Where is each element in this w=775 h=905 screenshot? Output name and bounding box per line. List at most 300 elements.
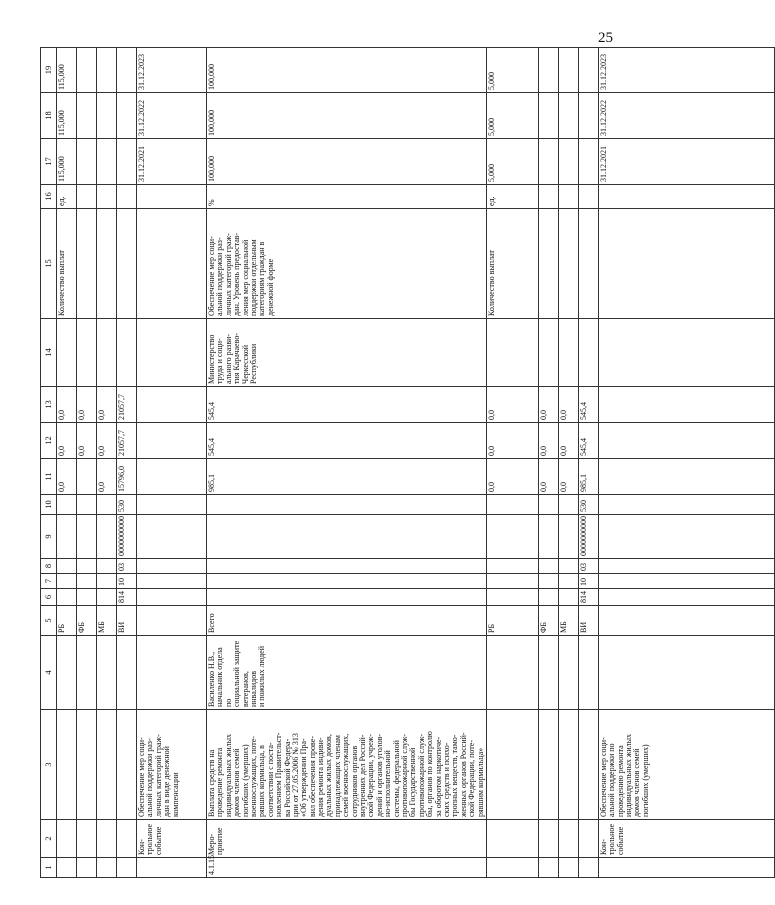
- cell-text: 530: [117, 500, 126, 512]
- table-cell: [207, 423, 487, 459]
- column-number-cell: [41, 710, 57, 820]
- cell-text: 4.1.15: [207, 855, 216, 875]
- table-cell: [97, 636, 117, 710]
- cell-text: 10: [117, 578, 126, 586]
- table-cell: [97, 423, 117, 459]
- table-cell: [117, 209, 137, 319]
- table-cell: [77, 139, 97, 185]
- table-body: [41, 48, 775, 878]
- table-cell: [117, 515, 137, 559]
- table-cell: [598, 93, 774, 139]
- table-cell: [57, 574, 77, 589]
- table-cell: [77, 423, 97, 459]
- table-cell: [558, 48, 578, 93]
- cell-text: 31.12.2022: [137, 100, 146, 136]
- cell-text: 0,0: [97, 482, 106, 492]
- table-cell: [57, 515, 77, 559]
- table-cell: [578, 93, 598, 139]
- table-cell: [486, 589, 538, 606]
- cell-text: 03: [578, 563, 588, 571]
- table-cell: [538, 636, 558, 710]
- table-cell: [558, 459, 578, 495]
- table-cell: [117, 858, 137, 878]
- cell-text: 18: [43, 111, 54, 120]
- table-cell: [598, 589, 774, 606]
- table-cell: [207, 139, 487, 185]
- cell-text: 15: [43, 259, 54, 268]
- table-cell: [578, 636, 598, 710]
- cell-text: ед.: [486, 196, 496, 206]
- cell-text: 8: [43, 563, 54, 569]
- table-cell: [77, 387, 97, 423]
- table-cell: [578, 209, 598, 319]
- table-cell: [97, 515, 117, 559]
- table-cell: [207, 515, 487, 559]
- cell-text: 100,000: [207, 110, 216, 136]
- table-cell: [538, 459, 558, 495]
- table-cell: [117, 139, 137, 185]
- table-cell: [137, 515, 207, 559]
- cell-text: 0,0: [486, 482, 496, 492]
- cell-text: 100,000: [207, 156, 216, 182]
- table-cell: [558, 139, 578, 185]
- column-number-cell: [41, 858, 57, 878]
- table-cell: [538, 139, 558, 185]
- cell-text: 7: [43, 578, 54, 584]
- cell-text: 21057,7: [117, 430, 126, 456]
- cell-text: Количество выплат: [57, 250, 66, 316]
- table-cell: [486, 559, 538, 574]
- table-cell: [598, 495, 774, 515]
- table-cell: [97, 48, 117, 93]
- cell-text: 21057,7: [117, 394, 126, 420]
- table-cell: [137, 387, 207, 423]
- table-cell: [538, 820, 558, 858]
- table-cell: [598, 559, 774, 574]
- table-row: [97, 48, 117, 878]
- table-cell: [558, 606, 578, 636]
- table-cell: [598, 636, 774, 710]
- table-cell: [486, 319, 538, 387]
- table-cell: [558, 209, 578, 319]
- table-row: [207, 48, 487, 878]
- table-cell: [207, 710, 487, 820]
- cell-text: Министерство труда и соци- ального разви- тия Карачаево- Черкесской Республики: [207, 333, 258, 384]
- table-cell: [558, 423, 578, 459]
- table-cell: [486, 139, 538, 185]
- table-cell: [207, 589, 487, 606]
- column-number-cell: [41, 495, 57, 515]
- cell-text: Кон- трольное событие: [598, 823, 625, 855]
- page-number: 25: [598, 30, 613, 46]
- cell-text: 1: [43, 865, 54, 870]
- table-cell: [57, 858, 77, 878]
- table-cell: [97, 387, 117, 423]
- table-cell: [486, 495, 538, 515]
- table-cell: [486, 515, 538, 559]
- table-cell: [578, 515, 598, 559]
- table-row: [598, 48, 774, 878]
- table-cell: [207, 459, 487, 495]
- rotated-table-container: [40, 48, 650, 878]
- table-cell: [538, 606, 558, 636]
- column-number-cell: [41, 589, 57, 606]
- table-cell: [117, 636, 137, 710]
- table-cell: [598, 185, 774, 209]
- table-cell: [207, 387, 487, 423]
- table-cell: [117, 319, 137, 387]
- table-cell: [578, 423, 598, 459]
- table-cell: [77, 559, 97, 574]
- table-cell: [558, 636, 578, 710]
- cell-text: 13: [43, 400, 54, 409]
- column-number-cell: [41, 93, 57, 139]
- table-cell: [57, 48, 77, 93]
- table-cell: [57, 93, 77, 139]
- table-cell: [598, 387, 774, 423]
- table-cell: [207, 185, 487, 209]
- table-cell: [57, 209, 77, 319]
- cell-text: 12: [43, 436, 54, 445]
- cell-text: 11: [43, 472, 54, 481]
- table-cell: [97, 820, 117, 858]
- table-cell: [117, 710, 137, 820]
- table-cell: [558, 495, 578, 515]
- table-cell: [137, 858, 207, 878]
- column-number-cell: [41, 820, 57, 858]
- cell-text: 0000000000: [117, 516, 126, 556]
- table-cell: [57, 820, 77, 858]
- cell-text: 6: [43, 594, 54, 600]
- cell-text: 31.12.2023: [137, 54, 146, 90]
- table-cell: [97, 459, 117, 495]
- table-cell: [77, 606, 97, 636]
- cell-text: 4: [43, 670, 54, 675]
- cell-text: %: [207, 199, 216, 206]
- table-cell: [117, 606, 137, 636]
- table-cell: [486, 636, 538, 710]
- table-cell: [57, 606, 77, 636]
- table-cell: [117, 387, 137, 423]
- table-row: [77, 48, 97, 878]
- cell-text: 31.12.2021: [137, 146, 146, 182]
- table-cell: [207, 855, 487, 878]
- cell-text: 9: [43, 534, 54, 539]
- table-cell: [77, 820, 97, 858]
- table-cell: [117, 820, 137, 858]
- cell-text: Меро- приятие: [207, 827, 225, 855]
- cell-text: 0,0: [97, 446, 106, 456]
- cell-text: 100,000: [207, 64, 216, 90]
- table-cell: [77, 589, 97, 606]
- table-cell: [538, 495, 558, 515]
- table-cell: [77, 209, 97, 319]
- table-cell: [578, 559, 598, 574]
- cell-text: 5,000: [486, 72, 496, 90]
- table-cell: [137, 495, 207, 515]
- table-cell: [538, 858, 558, 878]
- table-cell: [578, 139, 598, 185]
- table-cell: [137, 606, 207, 636]
- cell-text: 3: [43, 762, 54, 767]
- cell-text: ФБ: [538, 622, 548, 633]
- table-cell: [57, 319, 77, 387]
- table-row: [578, 48, 598, 878]
- cell-text: 814: [117, 591, 126, 603]
- budget-table: [40, 47, 775, 878]
- table-cell: [538, 185, 558, 209]
- cell-text: ВИ: [117, 621, 126, 633]
- cell-text: 0,0: [97, 410, 106, 420]
- table-cell: [558, 820, 578, 858]
- table-cell: [578, 574, 598, 589]
- table-cell: [117, 93, 137, 139]
- table-cell: [486, 93, 538, 139]
- cell-text: 5: [43, 618, 54, 623]
- cell-text: 0,0: [558, 446, 568, 456]
- table-cell: [538, 589, 558, 606]
- cell-text: 5,000: [486, 164, 496, 182]
- table-cell: [97, 589, 117, 606]
- table-cell: [137, 139, 207, 185]
- cell-text: Обеспечение мер соци- альной поддержки раз- личных категорий граж- дан в виде денежной компенсации: [137, 734, 180, 817]
- table-cell: [598, 139, 774, 185]
- table-cell: [486, 48, 538, 93]
- cell-text: 14: [43, 348, 54, 357]
- table-cell: [77, 319, 97, 387]
- cell-text: 0,0: [57, 482, 66, 492]
- cell-text: 545,4: [578, 438, 588, 456]
- cell-text: РБ: [486, 623, 496, 633]
- table-cell: [598, 606, 774, 636]
- table-cell: [57, 423, 77, 459]
- table-cell: [598, 710, 774, 820]
- table-cell: [137, 710, 207, 820]
- table-cell: [117, 574, 137, 589]
- table-cell: [578, 858, 598, 878]
- table-cell: [486, 820, 538, 858]
- table-cell: [137, 48, 207, 93]
- cell-text: 0,0: [77, 410, 86, 420]
- table-cell: [578, 185, 598, 209]
- table-cell: [137, 636, 207, 710]
- table-cell: [558, 185, 578, 209]
- table-cell: [598, 423, 774, 459]
- table-cell: [77, 495, 97, 515]
- cell-text: 2: [43, 836, 54, 841]
- table-cell: [77, 185, 97, 209]
- cell-text: Василенко Н.В., начальник отдела по социальной защите ветеранов, инвалидов и пожилых людей: [207, 640, 267, 707]
- cell-text: 0000000000: [578, 516, 588, 556]
- table-cell: [598, 459, 774, 495]
- column-number-cell: [41, 559, 57, 574]
- table-cell: [558, 515, 578, 559]
- table-cell: [137, 559, 207, 574]
- table-cell: [538, 48, 558, 93]
- table-row: [117, 48, 137, 878]
- table-cell: [598, 209, 774, 319]
- header-row: [41, 48, 57, 878]
- cell-text: 19: [43, 65, 54, 75]
- cell-text: 31.12.2023: [598, 54, 608, 90]
- table-row: [57, 48, 77, 878]
- table-cell: [137, 820, 207, 858]
- cell-text: 0,0: [558, 410, 568, 420]
- table-cell: [57, 636, 77, 710]
- column-number-cell: [41, 636, 57, 710]
- table-cell: [77, 710, 97, 820]
- table-cell: [538, 515, 558, 559]
- table-cell: [578, 606, 598, 636]
- cell-text: 03: [117, 563, 126, 571]
- table-cell: [558, 574, 578, 589]
- table-cell: [97, 209, 117, 319]
- table-cell: [57, 139, 77, 185]
- cell-text: Количество выплат: [486, 250, 496, 316]
- table-cell: [578, 820, 598, 858]
- table-cell: [207, 636, 487, 710]
- cell-text: 0,0: [558, 482, 568, 492]
- table-cell: [57, 559, 77, 574]
- table-cell: [578, 589, 598, 606]
- table-cell: [117, 559, 137, 574]
- cell-text: 985,1: [578, 474, 588, 492]
- table-cell: [486, 423, 538, 459]
- table-cell: [207, 606, 487, 636]
- column-number-cell: [41, 319, 57, 387]
- table-cell: [598, 574, 774, 589]
- cell-text: 16: [43, 192, 54, 201]
- table-cell: [598, 48, 774, 93]
- table-cell: [57, 387, 77, 423]
- table-cell: [97, 606, 117, 636]
- cell-text: Обеспечение мер соци- альной поддержки по проведению ремонта индивидуальных жилых домов членов семей погибших (умерших): [598, 733, 650, 817]
- table-cell: [538, 710, 558, 820]
- table-cell: [486, 387, 538, 423]
- table-cell: [77, 858, 97, 878]
- table-cell: [97, 574, 117, 589]
- table-cell: [117, 589, 137, 606]
- table-cell: [57, 710, 77, 820]
- table-cell: [137, 423, 207, 459]
- cell-text: ФБ: [77, 622, 86, 633]
- table-cell: [538, 387, 558, 423]
- table-cell: [486, 459, 538, 495]
- table-cell: [486, 185, 538, 209]
- table-cell: [207, 495, 487, 515]
- table-cell: [578, 48, 598, 93]
- cell-text: 5,000: [486, 118, 496, 136]
- table-cell: [117, 185, 137, 209]
- table-cell: [558, 589, 578, 606]
- table-cell: [137, 459, 207, 495]
- table-cell: [137, 574, 207, 589]
- table-cell: [97, 495, 117, 515]
- table-cell: [598, 820, 774, 858]
- table-cell: [538, 209, 558, 319]
- cell-text: 0,0: [57, 410, 66, 420]
- table-cell: [117, 48, 137, 93]
- table-cell: [558, 858, 578, 878]
- column-number-cell: [41, 459, 57, 495]
- table-cell: [486, 606, 538, 636]
- cell-text: 17: [43, 157, 54, 166]
- table-cell: [207, 93, 487, 139]
- table-cell: [77, 574, 97, 589]
- cell-text: 0,0: [538, 446, 548, 456]
- column-number-cell: [41, 209, 57, 319]
- cell-text: 31.12.2022: [598, 100, 608, 136]
- cell-text: 814: [578, 591, 588, 603]
- cell-text: 0,0: [77, 446, 86, 456]
- table-cell: [97, 93, 117, 139]
- table-cell: [137, 319, 207, 387]
- table-cell: [207, 559, 487, 574]
- table-row: [538, 48, 558, 878]
- table-cell: [578, 459, 598, 495]
- table-cell: [538, 574, 558, 589]
- table-cell: [77, 48, 97, 93]
- table-cell: [558, 93, 578, 139]
- cell-text: 0,0: [57, 446, 66, 456]
- cell-text: 0,0: [486, 410, 496, 420]
- cell-text: 0,0: [538, 410, 548, 420]
- cell-text: ВИ: [578, 621, 588, 633]
- column-number-cell: [41, 185, 57, 209]
- cell-text: 10: [43, 500, 54, 509]
- table-cell: [97, 559, 117, 574]
- cell-text: 115,000: [57, 64, 66, 90]
- cell-text: 15796,0: [117, 466, 126, 492]
- table-cell: [207, 574, 487, 589]
- table-cell: [207, 820, 487, 858]
- table-cell: [117, 495, 137, 515]
- table-cell: [578, 387, 598, 423]
- table-cell: [117, 459, 137, 495]
- cell-text: 0,0: [486, 446, 496, 456]
- cell-text: 115,000: [57, 110, 66, 136]
- table-cell: [57, 459, 77, 495]
- cell-text: 31.12.2021: [598, 146, 608, 182]
- table-cell: [538, 423, 558, 459]
- table-cell: [97, 710, 117, 820]
- table-cell: [137, 589, 207, 606]
- table-cell: [97, 185, 117, 209]
- table-row: [486, 48, 538, 878]
- table-cell: [578, 319, 598, 387]
- table-cell: [57, 185, 77, 209]
- cell-text: 530: [578, 500, 588, 512]
- table-cell: [207, 48, 487, 93]
- cell-text: 115,000: [57, 156, 66, 182]
- table-row: [137, 48, 207, 878]
- table-cell: [598, 515, 774, 559]
- table-cell: [486, 209, 538, 319]
- table-cell: [538, 93, 558, 139]
- table-row: [558, 48, 578, 878]
- table-cell: [77, 515, 97, 559]
- cell-text: РБ: [57, 623, 66, 633]
- cell-text: Выплата средств на проведение ремонта индивидуальных жилых домов членов семей погибших (умерших) военнослужащих, поте- рявших кормильца, в соответствии с поста- новлением Правительст- ва Российской Федера- ции от 27.05.2006 № 313 «Об утверждении Пра- вил обеспечения прове- дения ремонта индиви- дуальных жилых домов, принадлежащих членам семей военнослужащих, сотрудников органов внутренних дел Россий- ской Федерации, учреж- дений и органов уголов- но-исполнительной системы, федеральной противопожарной служ- бы Государственной противопожарной служ- бы, органов по контролю за оборотом наркотиче- ских средств и психо- тропных веществ, тамо- женных органов Россий- ской Федерации, поте- рявшим кормильца»: [207, 731, 485, 817]
- table-cell: [558, 387, 578, 423]
- cell-text: Кон- трольное событие: [137, 823, 163, 855]
- table-cell: [77, 93, 97, 139]
- column-number-cell: [41, 48, 57, 93]
- table-cell: [97, 139, 117, 185]
- table-cell: [97, 319, 117, 387]
- cell-text: 545,4: [578, 402, 588, 420]
- column-number-cell: [41, 515, 57, 559]
